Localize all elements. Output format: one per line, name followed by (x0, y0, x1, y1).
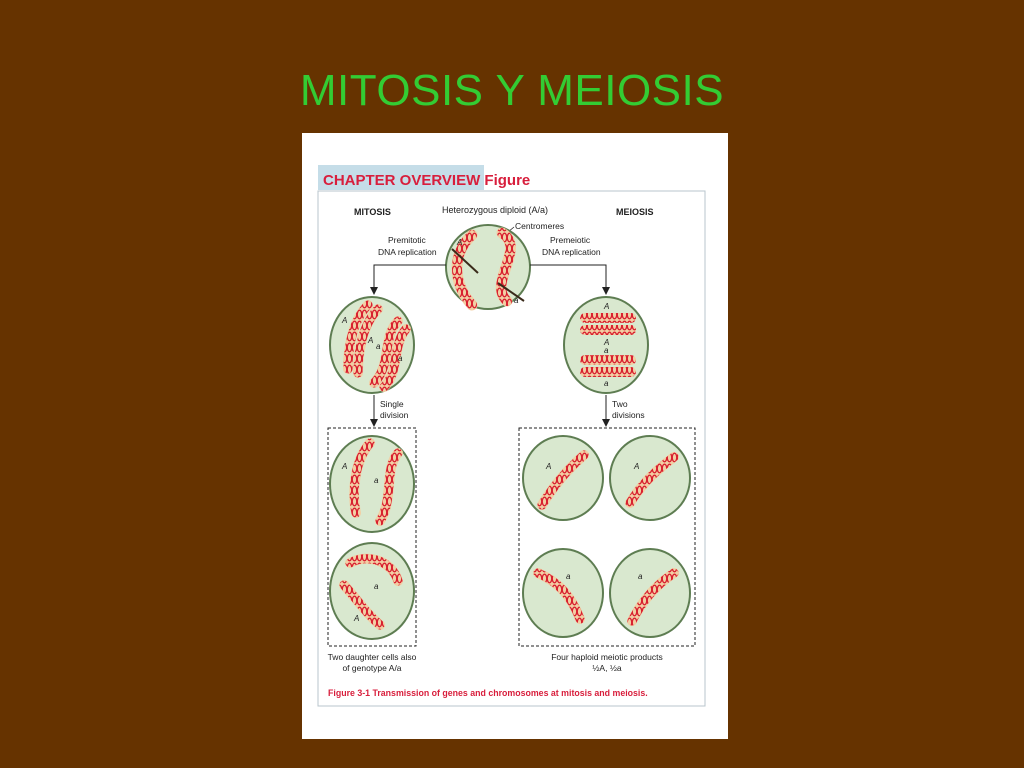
mitosis-meiosis-figure (302, 133, 728, 739)
allele-label: A (368, 336, 374, 345)
meiosis-product-cell (523, 436, 603, 520)
label-meiosis: MEIOSIS (616, 207, 654, 217)
label-single-division-2: division (380, 410, 409, 420)
meiosis-product-cell (610, 436, 690, 520)
allele-label: a (638, 572, 643, 581)
label-premitotic-2: DNA replication (378, 247, 437, 257)
mitosis-daughter-cell (330, 543, 414, 639)
meiosis-replicated-cell (564, 297, 648, 393)
meiosis-product-cell (523, 549, 603, 637)
meiosis-product-cell (610, 549, 690, 637)
figure-caption: Figure 3-1 Transmission of genes and chromosomes at mitosis and meiosis. (328, 688, 648, 698)
allele-label: A (634, 462, 640, 471)
label-two-divisions-2: divisions (612, 410, 645, 420)
mitosis-replicated-cell (330, 297, 414, 393)
allele-label: A (546, 462, 552, 471)
caption-mitosis-2: of genotype A/a (342, 663, 402, 673)
allele-label: a (398, 354, 403, 363)
figure-card (302, 133, 728, 739)
label-two-divisions-1: Two (612, 399, 628, 409)
slide-title: MITOSIS Y MEIOSIS (299, 66, 725, 115)
allele-label: a (604, 379, 609, 388)
mitosis-daughter-cell (330, 436, 414, 532)
allele-label: A (342, 316, 348, 325)
label-premitotic-1: Premitotic (388, 235, 426, 245)
parent-cell (446, 225, 530, 309)
label-single-division-1: Single (380, 399, 404, 409)
allele-label: A (342, 462, 348, 471)
caption-meiosis-2: ½A, ½a (592, 663, 622, 673)
allele-label: a (566, 572, 571, 581)
arrow-to-mitosis (374, 265, 446, 291)
label-mitosis: MITOSIS (354, 207, 391, 217)
allele-label: a (376, 342, 381, 351)
label-centromeres: Centromeres (515, 221, 565, 231)
allele-label: A (457, 238, 463, 247)
label-premeiotic-1: Premeiotic (550, 235, 591, 245)
caption-meiosis-1: Four haploid meiotic products (551, 652, 663, 662)
allele-label: A (604, 338, 610, 347)
figure-header: CHAPTER OVERVIEW Figure (323, 172, 531, 189)
arrow-to-meiosis (530, 265, 606, 291)
allele-label: a (514, 296, 519, 305)
allele-label: a (604, 346, 609, 355)
label-premeiotic-2: DNA replication (542, 247, 601, 257)
allele-label: A (604, 302, 610, 311)
allele-label: A (354, 614, 360, 623)
label-parent: Heterozygous diploid (A/a) (442, 205, 549, 215)
allele-label: a (374, 582, 379, 591)
caption-mitosis-1: Two daughter cells also (327, 652, 417, 662)
allele-label: a (374, 476, 379, 485)
